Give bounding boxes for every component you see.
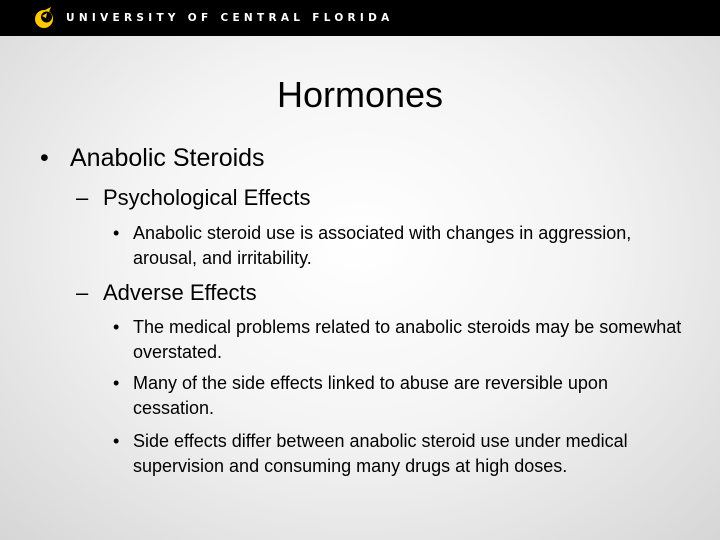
bullet-dot-icon: • — [113, 223, 120, 243]
pegasus-logo-icon — [33, 6, 57, 30]
bullet-text: Side effects differ between anabolic steroid use under medical supervision and consuming many drugs at high doses. — [133, 431, 628, 476]
header-bar — [0, 0, 720, 36]
bullet-dot-icon: • — [113, 317, 120, 337]
bullet-text: Psychological Effects — [103, 185, 311, 210]
bullet-level3 — [113, 315, 693, 364]
bullet-text: Adverse Effects — [103, 280, 257, 305]
dash-icon: – — [76, 185, 89, 210]
bullet-text: Many of the side effects linked to abuse are reversible upon cessation. — [133, 373, 608, 418]
dash-icon: – — [76, 280, 89, 305]
bullet-text: The medical problems related to anabolic steroids may be somewhat overstated. — [133, 317, 682, 362]
bullet-level3 — [113, 221, 693, 270]
bullet-level3 — [113, 429, 693, 478]
bullet-dot-icon: • — [113, 373, 120, 393]
bullet-level2 — [76, 279, 257, 307]
bullet-level1 — [40, 142, 265, 174]
bullet-text: Anabolic Steroids — [70, 144, 265, 172]
bullet-dot-icon: • — [40, 144, 49, 172]
bullet-level2 — [76, 184, 310, 212]
institution-wordmark: UNIVERSITY OF CENTRAL FLORIDA — [66, 12, 394, 24]
bullet-text: Anabolic steroid use is associated with changes in aggression, arousal, and irritability. — [133, 223, 632, 268]
bullet-level3 — [113, 371, 693, 420]
slide-title: Hormones — [276, 74, 444, 115]
bullet-dot-icon: • — [113, 431, 120, 451]
